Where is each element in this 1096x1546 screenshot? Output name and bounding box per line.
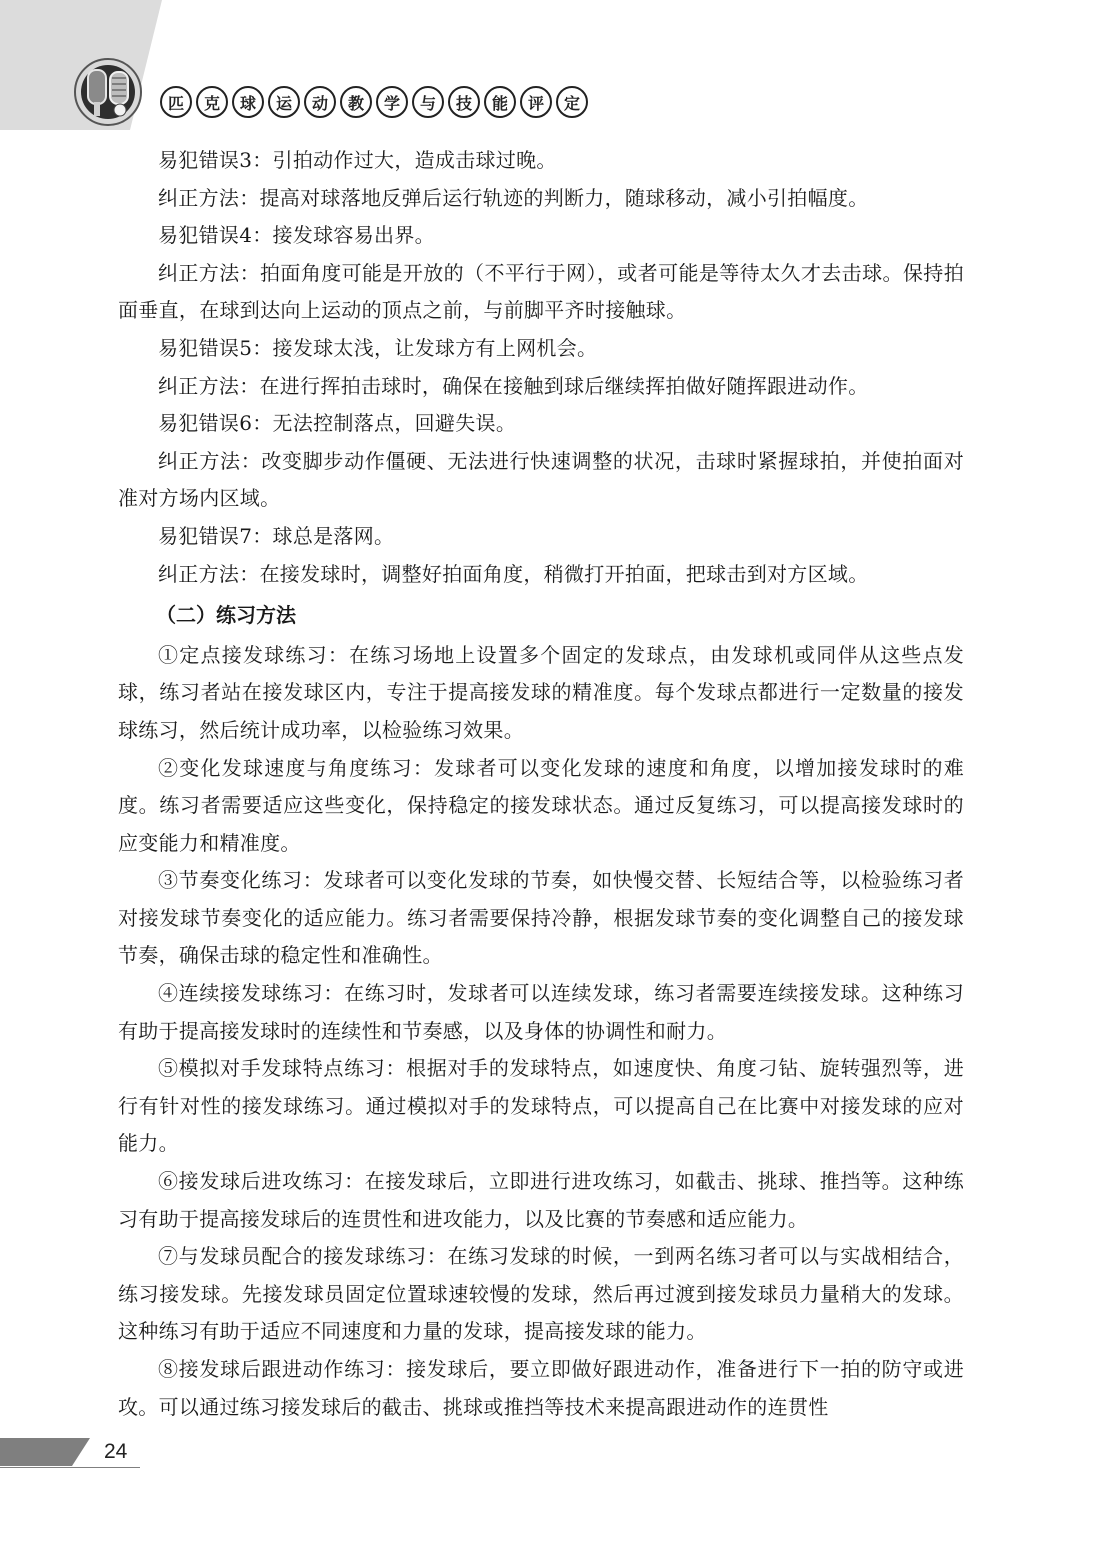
practice-method: ⑤模拟对手发球特点练习：根据对手的发球特点，如速度快、角度刁钻、旋转强烈等，进行有针对性的接发球练习。通过模拟对手的发球特点，可以提高自己在比赛中对接发球的应对能力。 bbox=[118, 1056, 964, 1156]
footer-bar bbox=[0, 1438, 72, 1466]
correction-method: 纠正方法：在接发球时，调整好拍面角度，稍微打开拍面，把球击到对方区域。 bbox=[158, 561, 869, 586]
correction-method: 纠正方法：拍面角度可能是开放的（不平行于网），或者可能是等待太久才去击球。保持拍面垂直，在球到达向上运动的顶点之前，与前脚平齐时接触球。 bbox=[118, 260, 964, 323]
body-text bbox=[118, 142, 964, 1426]
title-char: 与 bbox=[412, 86, 444, 118]
title-char: 学 bbox=[376, 86, 408, 118]
title-char: 运 bbox=[268, 86, 300, 118]
correction-method: 纠正方法：在进行挥拍击球时，确保在接触到球后继续挥拍做好随挥跟进动作。 bbox=[158, 373, 869, 398]
practice-method: ⑦与发球员配合的接发球练习：在练习发球的时候，一到两名练习者可以与实战相结合，练习接发球。先接发球员固定位置球速较慢的发球，然后再过渡到接发球员力量稍大的发球。这种练习有助于适应不同速度和力量的发球，提高接发球的能力。 bbox=[118, 1244, 964, 1344]
page-number: 24 bbox=[104, 1440, 128, 1463]
practice-method: ①定点接发球练习：在练习场地上设置多个固定的发球点，由发球机或同伴从这些点发球，练习者站在接发球区内，专注于提高接发球的精准度。每个发球点都进行一定数量的接发球练习，然后统计成功率，以检验练习效果。 bbox=[118, 642, 964, 742]
pickleball-paddle-logo-icon bbox=[74, 58, 142, 126]
footer-rule bbox=[0, 1467, 140, 1468]
correction-method: 纠正方法：改变脚步动作僵硬、无法进行快速调整的状况，击球时紧握球拍，并使拍面对准对方场内区域。 bbox=[118, 448, 964, 511]
practice-method: ④连续接发球练习：在练习时，发球者可以连续发球，练习者需要连续接发球。这种练习有助于提高接发球时的连续性和节奏感，以及身体的协调性和耐力。 bbox=[118, 981, 964, 1043]
practice-method: ⑧接发球后跟进动作练习：接发球后，要立即做好跟进动作，准备进行下一拍的防守或进攻。可以通过练习接发球后的截击、挑球或推挡等技术来提高跟进动作的连贯性 bbox=[118, 1357, 964, 1419]
practice-method: ③节奏变化练习：发球者可以变化发球的节奏，如快慢交替、长短结合等，以检验练习者对接发球节奏变化的适应能力。练习者需要保持冷静，根据发球节奏的变化调整自己的接发球节奏，确保击球的稳定性和准确性。 bbox=[118, 868, 964, 968]
error-item: 易犯错误3：引拍动作过大，造成击球过晚。 bbox=[158, 148, 557, 172]
title-char: 克 bbox=[196, 86, 228, 118]
error-item: 易犯错误7：球总是落网。 bbox=[158, 523, 395, 548]
practice-method: ②变化发球速度与角度练习：发球者可以变化发球的速度和角度，以增加接发球时的难度。练习者需要适应这些变化，保持稳定的接发球状态。通过反复练习，可以提高接发球时的应变能力和精准度。 bbox=[118, 755, 964, 855]
page-footer bbox=[0, 1438, 140, 1470]
title-char: 定 bbox=[556, 86, 588, 118]
book-title-header bbox=[160, 86, 588, 118]
title-char: 教 bbox=[340, 86, 372, 118]
title-char: 匹 bbox=[160, 86, 192, 118]
correction-method: 纠正方法：提高对球落地反弹后运行轨迹的判断力，随球移动，减小引拍幅度。 bbox=[158, 185, 869, 210]
practice-method: ⑥接发球后进攻练习：在接发球后，立即进行进攻练习，如截击、挑球、推挡等。这种练习有助于提高接发球后的连贯性和进攻能力，以及比赛的节奏感和适应能力。 bbox=[118, 1169, 964, 1231]
title-char: 技 bbox=[448, 86, 480, 118]
footer-bar-tip bbox=[72, 1438, 90, 1466]
error-item: 易犯错误4：接发球容易出界。 bbox=[158, 223, 435, 248]
title-char: 能 bbox=[484, 86, 516, 118]
error-item: 易犯错误5：接发球太浅，让发球方有上网机会。 bbox=[158, 335, 598, 360]
title-char: 动 bbox=[304, 86, 336, 118]
title-char: 评 bbox=[520, 86, 552, 118]
section-heading: （二）练习方法 bbox=[156, 603, 296, 628]
title-char: 球 bbox=[232, 86, 264, 118]
error-item: 易犯错误6：无法控制落点，回避失误。 bbox=[158, 411, 517, 436]
